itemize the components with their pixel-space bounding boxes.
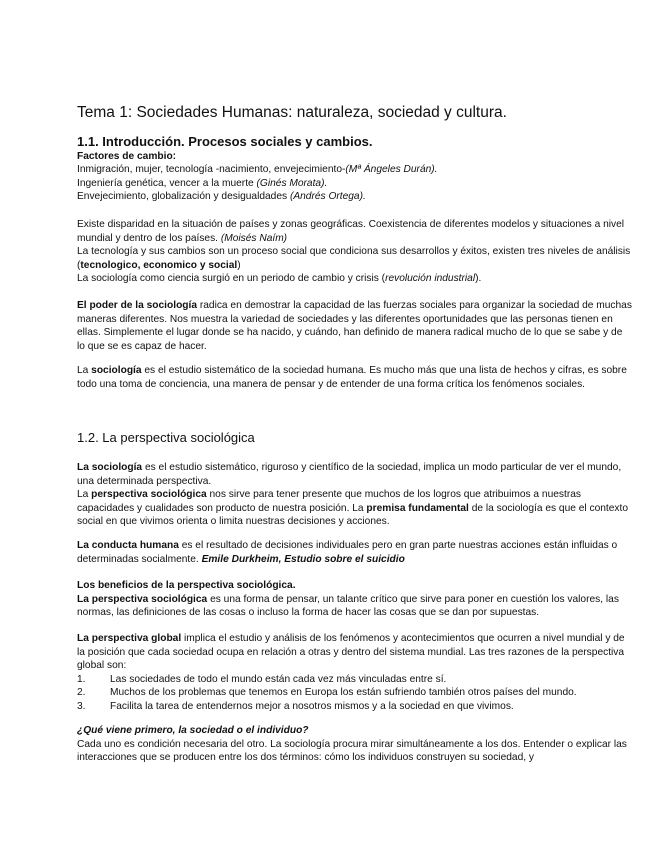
document-title: Tema 1: Sociedades Humanas: naturaleza, sociedad y cultura. xyxy=(77,104,507,121)
subheading: ¿Qué viene primero, la sociedad o el individuo? xyxy=(77,725,309,736)
numbered-list xyxy=(77,673,632,714)
list-item: 2. Muchos de los problemas que tenemos en Europa los están sufriendo también otros países del mundo. xyxy=(77,687,577,699)
section-introduccion xyxy=(77,135,632,204)
paragraph-conducta-humana: La conducta humana es el resultado de decisiones individuales pero en gran parte nuestras acciones están influidas o determinadas socialmente. Emile Durkheim, Estudio sobre el suicidio xyxy=(77,540,618,565)
list-item: 3. Facilita la tarea de entendernos mejor a nosotros mismos y a la sociedad en que vivimos. xyxy=(77,700,514,712)
paragraph-perspectiva: La sociología es el estudio sistemático, riguroso y científico de la sociedad, implica un modo particular de ver el mundo, una determinada perspectiva. La perspectiva sociológica nos sirve para tener presente que muchos de los logros que atribuimos a nuestras capacidades y cualidades son producto de nuestra posición. La premisa fundamental de la sociología es que el contexto social en que vivimos orienta o limita nuestras decisiones y acciones. xyxy=(77,462,629,528)
section-heading-perspectiva: 1.2. La perspectiva sociológica xyxy=(77,430,255,445)
factors-label: Factores de cambio: xyxy=(77,150,177,162)
section-heading: 1.1. Introducción. Procesos sociales y cambios. xyxy=(77,134,373,149)
factor-line: Inmigración, mujer, tecnología -nacimiento, envejecimiento-(Mª Ángeles Durán). xyxy=(77,164,438,176)
section-beneficios: Los beneficios de la perspectiva sociológica. La perspectiva sociológica es una forma de pensar, un talante crítico que sirve para poner en cuestión los valores, las normas, las definiciones de las cosas o incluso la forma de hacer las cosas que se dan por supuestas. xyxy=(77,579,632,620)
paragraph-disparidad: Existe disparidad en la situación de países y zonas geográficas. Coexistencia de diferentes modelos y situaciones a nivel mundial y dentro de los países. (Moisés Naím) La tecnología y sus cambios son un proceso social que condiciona sus desarrollos y éxitos, existen tres niveles de análisis (tecnologico, economico y social) La sociología como ciencia surgió en un periodo de cambio y crisis (revolución industrial). xyxy=(77,219,631,285)
factor-line: Envejecimiento, globalización y desigualdades (Andrés Ortega). xyxy=(77,191,366,203)
factor-line: Ingeniería genética, vencer a la muerte (Ginés Morata). xyxy=(77,177,328,189)
paragraph-poder-sociologia: El poder de la sociología radica en demostrar la capacidad de las fuerzas sociales para organizar la sociedad de muchas maneras diferentes. Nos muestra la variedad de sociedades y las diferentes oportunidades que las personas tienen en ellas. Simplemente el lugar donde se ha nacido, y cuándo, han definido de manera radical mucho de lo que se sabe y de lo que se es capaz de hacer. xyxy=(77,300,632,352)
paragraph-perspectiva-global: La perspectiva global implica el estudio y análisis de los fenómenos y acontecimientos que ocurren a nivel mundial y de la posición que cada sociedad ocupa en relación a otras y dentro del sistema mundial. Las tres razones de la perspectiva global son: 1. Las sociedades de todo el mundo están cada vez más vinculadas entre sí. 2. Muchos de los problemas que tenemos en Europa los están sufriendo también otros países del mundo. 3. Facilita la tarea de entendernos mejor a nosotros mismos y a la sociedad en que vivimos. xyxy=(77,632,632,714)
section-sociedad-individuo: ¿Qué viene primero, la sociedad o el individuo? Cada uno es condición necesaria del otro. La sociología procura mirar simultáneamente a los dos. Entender o explicar las interacciones que se producen entre los dos términos: cómo los individuos construyen su sociedad, y xyxy=(77,724,632,765)
list-item: 1. Las sociedades de todo el mundo están cada vez más vinculadas entre sí. xyxy=(77,673,447,685)
subheading: Los beneficios de la perspectiva sociológica. xyxy=(77,580,296,591)
paragraph-sociologia-definicion: La sociología es el estudio sistemático de la sociedad humana. Es mucho más que una lista de hechos y cifras, es sobre todo una toma de conciencia, una manera de pensar y de entender de una forma crítica los fenómenos sociales. xyxy=(77,365,627,390)
